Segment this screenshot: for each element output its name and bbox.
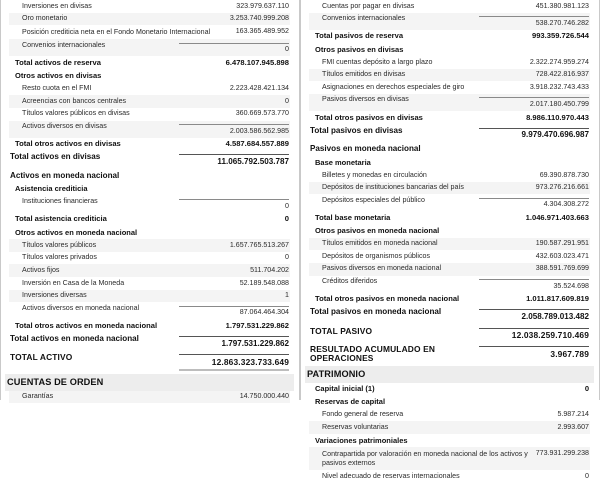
line-label: Total activos en moneda nacional [10,334,139,344]
line-label: CUENTAS DE ORDEN [7,376,104,387]
line-label: Contrapartida por valoración en moneda nacional de los activos y pasivos externos [322,449,528,467]
line-value: 6.478.107.945.898 [225,58,289,68]
balance-line-row [309,142,590,156]
line-label: Convenios internacionales [22,40,106,49]
line-label: RESULTADO ACUMULADO EN OPERACIONES [310,344,436,363]
line-label: Variaciones patrimoniales [315,435,408,445]
balance-line-row [9,391,290,404]
balance-line-row [9,0,290,13]
balance-line-row [309,306,590,324]
balance-line-row [309,396,590,409]
balance-line-row [309,56,590,69]
line-label: Pasivos diversos en moneda nacional [322,264,442,273]
line-value: 432.603.023.471 [535,251,589,260]
line-value: 1.011.817.609.819 [526,294,589,304]
balance-line-row [9,95,290,108]
balance-line-row [309,81,590,94]
balance-line-row [309,263,590,276]
line-label: Inversión en Casa de la Moneda [22,278,125,287]
balance-line-row [309,276,590,293]
line-value: 511.704.202 [250,265,289,274]
line-value: 538.270.746.282 [479,16,589,27]
line-label: Activos diversos en divisas [22,122,107,131]
line-label: Activos fijos [22,265,60,274]
line-label: Activos en moneda nacional [10,170,120,180]
balance-line-row [9,108,290,121]
line-label: Activos diversos en moneda nacional [22,303,140,312]
line-value: 451.380.981.123 [535,1,589,10]
balance-sheet-left-column [0,0,300,400]
balance-line-row [309,211,590,224]
line-value: 0 [179,199,289,210]
balance-line-row [309,238,590,251]
line-value: 1.797.531.229.862 [225,320,289,330]
balance-line-row [309,250,590,263]
line-value: 360.669.573.770 [235,109,289,118]
balance-line-row [309,0,590,13]
line-label: Base monetaria [315,157,371,167]
line-value: 8.986.110.970.443 [526,112,589,122]
line-label: Títulos emitidos en divisas [322,70,406,79]
line-value: 973.276.216.661 [535,183,589,192]
balance-line-row [9,169,290,183]
line-value: 1.657.765.513.267 [229,240,289,249]
balance-line-row [9,13,290,26]
line-value: 3.918.232.743.433 [529,82,589,91]
balance-line-row [9,151,290,169]
balance-line-row [309,293,590,306]
line-value: 69.390.878.730 [539,170,589,179]
balance-line-row [9,70,290,83]
balance-line-row [309,156,590,169]
line-label: Fondo general de reserva [322,410,404,419]
line-label: Total otros pasivos en moneda nacional [315,294,460,304]
line-value: 4.304.308.272 [479,198,589,209]
line-value: 0 [179,43,289,54]
line-value: 190.587.291.951 [535,239,589,248]
balance-line-row [309,324,590,343]
line-value: 5.987.214 [557,410,589,419]
balance-line-row [309,69,590,82]
balance-line-row [9,183,290,196]
line-label: Otros activos en divisas [15,71,102,81]
balance-line-row [9,121,290,138]
line-label: Capital inicial (1) [315,384,375,394]
line-label: Posición crediticia neta en el Fondo Monetario Internacional [22,27,211,36]
line-value: 14.750.000.440 [239,392,289,401]
balance-line-row [309,194,590,211]
line-label: Total base monetaria [315,213,391,222]
line-value: 2.223.428.421.134 [229,84,289,93]
line-value: 35.524.698 [479,279,589,290]
balance-line-row [9,332,290,350]
section-header-row [5,374,294,390]
balance-line-row [309,470,590,483]
balance-sheet-right-column [300,0,600,480]
line-label: Depósitos especiales del público [322,195,425,204]
balance-line-row [309,94,590,111]
line-value: 0 [285,253,289,262]
line-label: Depósitos de organismos públicos [322,251,431,260]
balance-line-row [9,83,290,96]
balance-line-row [9,25,290,39]
balance-line-row [309,13,590,30]
line-value: 2.993.607 [557,423,589,432]
balance-line-row [309,447,590,470]
line-label: Total activos de reserva [15,58,101,68]
line-value: 2.003.586.562.985 [179,124,289,135]
line-label: Títulos valores públicos en divisas [22,109,130,118]
line-label: PATRIMONIO [307,368,366,379]
line-label: Reservas voluntarias [322,423,389,432]
line-label: TOTAL PASIVO [310,325,373,336]
line-value: 4.587.684.557.889 [225,139,289,149]
balance-line-row [309,169,590,182]
line-value: 728.422.816.937 [535,70,589,79]
line-value: 3.967.789 [479,346,589,358]
line-label: Títulos valores públicos [22,240,97,249]
balance-line-row [309,409,590,422]
balance-line-row [9,351,290,374]
line-label: Pasivos en moneda nacional [310,143,421,153]
line-label: Inversiones en divisas [22,1,92,10]
line-value: 993.359.726.544 [531,31,589,41]
line-value: 12.863.323.733.649 [179,354,289,370]
balance-line-row [309,30,590,43]
line-label: Asistencia crediticia [15,184,88,194]
line-label: Pasivos diversos en divisas [322,95,409,104]
line-label: Títulos emitidos en moneda nacional [322,239,438,248]
balance-line-row [9,213,290,226]
balance-line-row [9,277,290,290]
line-label: Otros activos en moneda nacional [15,227,138,237]
line-value: 12.038.259.710.469 [479,328,589,340]
line-label: Créditos diferidos [322,277,378,286]
line-label: TOTAL ACTIVO [10,352,73,363]
balance-line-row [9,319,290,332]
line-value: 1.797.531.229.862 [179,336,289,348]
line-value: 1 [285,291,289,300]
line-label: Inversiones diversas [22,291,87,300]
line-label: Total pasivos en moneda nacional [310,307,442,317]
line-value: 87.064.464.304 [179,306,289,317]
line-value: 0 [285,96,289,105]
line-label: Total asistencia crediticia [15,214,107,224]
balance-line-row [9,302,290,319]
line-label: Total otros activos en divisas [15,139,121,149]
balance-line-row [9,39,290,56]
balance-line-row [9,239,290,252]
line-value: 0 [585,471,589,480]
line-label: Total pasivos en divisas [310,125,403,135]
line-value: 0 [584,384,589,394]
balance-line-row [9,196,290,213]
line-value: 2.017.180.450.799 [479,97,589,108]
line-label: Reservas de capital [315,397,386,407]
line-label: Acreencias con bancos centrales [22,96,127,105]
line-value: 52.189.548.088 [239,278,289,287]
line-label: Convenios internacionales [322,14,406,23]
balance-line-row [309,421,590,434]
balance-line-row [309,434,590,447]
line-label: Otros pasivos en divisas [315,44,404,54]
line-label: Total activos en divisas [10,152,101,162]
section-header-row [305,366,594,382]
balance-line-row [309,111,590,124]
line-value: 388.591.769.699 [535,264,589,273]
balance-line-row [9,56,290,69]
line-value: 11.065.792.503.787 [179,154,289,166]
line-value: 773.931.299.238 [535,448,589,457]
line-label: Billetes y monedas en circulación [322,170,427,179]
balance-line-row [309,342,590,365]
balance-line-row [309,182,590,195]
line-value: 2.058.789.013.482 [479,309,589,321]
line-label: Garantías [22,392,54,401]
balance-line-row [309,124,590,142]
line-value: 2.322.274.959.274 [529,57,589,66]
line-value: 3.253.740.999.208 [229,14,289,23]
line-label: Asignaciones en derechos especiales de giro [322,82,465,91]
line-label: Depósitos de instituciones bancarias del país [322,183,464,192]
balance-line-row [9,264,290,277]
line-value: 0 [284,214,289,224]
line-value: 9.979.470.696.987 [479,128,589,140]
line-label: Instituciones financieras [22,197,98,206]
balance-line-row [309,43,590,56]
line-label: Nivel adecuado de reservas internacionales [322,471,460,480]
balance-line-row [9,226,290,239]
balance-line-row [309,225,590,238]
line-label: Oro monetario [22,14,68,23]
line-value: 323.979.637.110 [236,1,289,10]
line-value: 1.046.971.403.663 [525,213,589,222]
line-label: Total pasivos de reserva [315,31,404,41]
line-label: Resto cuota en el FMI [22,84,92,93]
balance-line-row [9,290,290,303]
line-label: Total otros activos en moneda nacional [15,320,158,330]
line-label: Títulos valores privados [22,253,97,262]
line-label: Total otros pasivos en divisas [315,112,423,122]
line-label: FMI cuentas depósito a largo plazo [322,57,433,66]
balance-line-row [9,252,290,265]
line-label: Cuentas por pagar en divisas [322,1,415,10]
balance-line-row [309,383,590,396]
balance-line-row [9,138,290,151]
line-label: Otros pasivos en moneda nacional [315,226,440,236]
line-value: 163.365.489.952 [235,26,289,35]
